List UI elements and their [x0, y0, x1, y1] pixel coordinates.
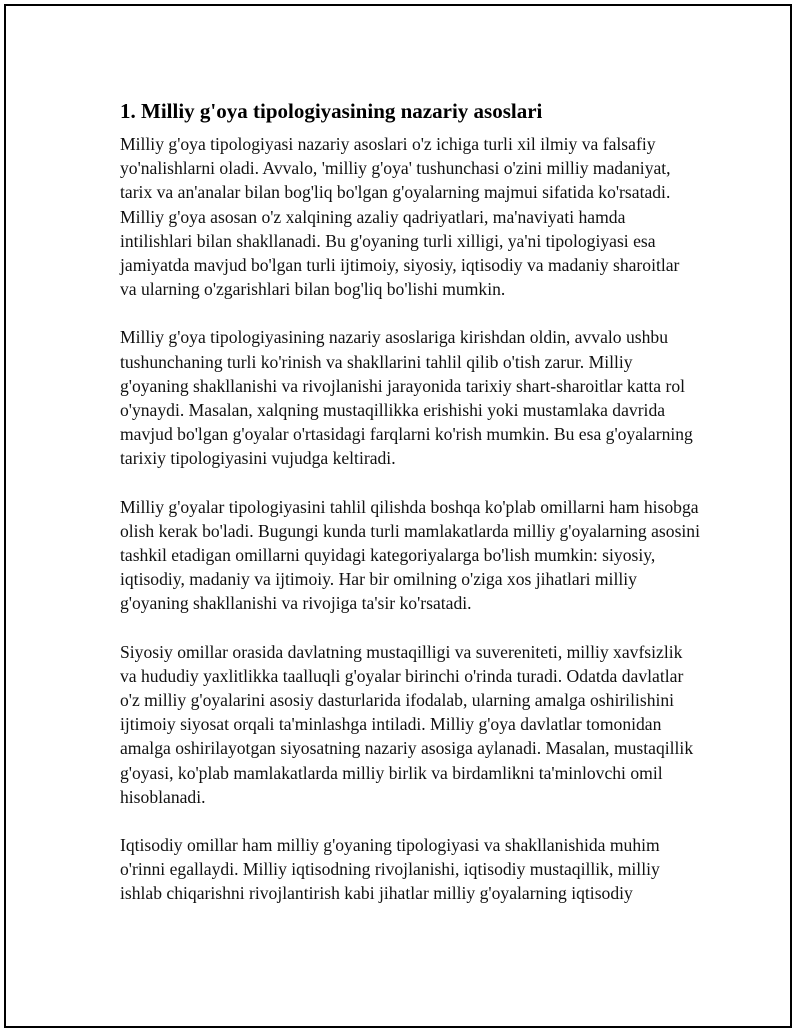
paragraph-4: Siyosiy omillar orasida davlatning mustaqilligi va suvereniteti, milliy xavfsizlik va hududiy yaxlitlikka taalluqli g'oyalar birinchi o'rinda turadi. Odatda davlatlar o'z milliy g'oyalarini asosiy dasturlarida ifodalab, ularning amalga oshirilishini ijtimoiy siyosat orqali ta'minlashga intiladi. Milliy g'oya davlatlar tomonidan amalga oshirilayotgan siyosatning nazariy asosiga aylanadi. Masalan, mustaqillik g'oyasi, ko'plab mamlakatlarda milliy birlik va birdamlikni ta'minlovchi omil hisoblanadi. — [120, 641, 694, 807]
paragraph-2: Milliy g'oya tipologiyasining nazariy asoslariga kirishdan oldin, avvalo ushbu tushunchaning turli ko'rinish va shakllarini tahlil qilib o'tish zarur. Milliy g'oyaning shakllanishi va rivojlanishi jarayonida tarixiy shart-sharoitlar katta rol o'ynaydi. Masalan, xalqning mustaqillikka erishishi yoki mustamlaka davrida mavjud bo'lgan g'oyalar o'rtasidagi farqlarni ko'rish mumkin. Bu esa g'oyalarning tarixiy tipologiyasini vujudga keltiradi. — [120, 327, 693, 469]
paragraph-5: Iqtisodiy omillar ham milliy g'oyaning tipologiyasi va shakllanishida muhim o'rinni egallaydi. Milliy iqtisodning rivojlanishi, iqtisodiy mustaqillik, milliy ishlab chiqarishni rivojlantirish kabi jihatlar milliy g'oyalarning iqtisodiy — [120, 835, 660, 904]
section-heading: 1. Milliy g'oya tipologiyasining nazariy asoslari — [120, 99, 543, 123]
document-body — [120, 96, 700, 930]
document-page — [4, 4, 792, 1028]
paragraph-1: Milliy g'oya tipologiyasi nazariy asoslari o'z ichiga turli xil ilmiy va falsafiy yo'nalishlarni oladi. Avvalo, 'milliy g'oya' tushunchasi o'zini milliy madaniyat, tarix va an'analar bilan bog'liq bo'lgan g'oyalarning majmui sifatida ko'rsatadi. Milliy g'oya asosan o'z xalqining azaliy qadriyatlari, ma'naviyati hamda intilishlari bilan shakllanadi. Bu g'oyaning turli xilligi, ya'ni tipologiyasi esa jamiyatda mavjud bo'lgan turli ijtimoiy, siyosiy, iqtisodiy va madaniy sharoitlar va ularning o'zgarishlari bilan bog'liq bo'lishi mumkin. — [120, 134, 680, 300]
paragraph-3: Milliy g'oyalar tipologiyasini tahlil qilishda boshqa ko'plab omillarni ham hisobga olish kerak bo'ladi. Bugungi kunda turli mamlakatlarda milliy g'oyalarning asosini tashkil etadigan omillarni quyidagi kategoriyalarga bo'lish mumkin: siyosiy, iqtisodiy, madaniy va ijtimoiy. Har bir omilning o'ziga xos jihatlari milliy g'oyaning shakllanishi va rivojiga ta'sir ko'rsatadi. — [120, 496, 700, 614]
